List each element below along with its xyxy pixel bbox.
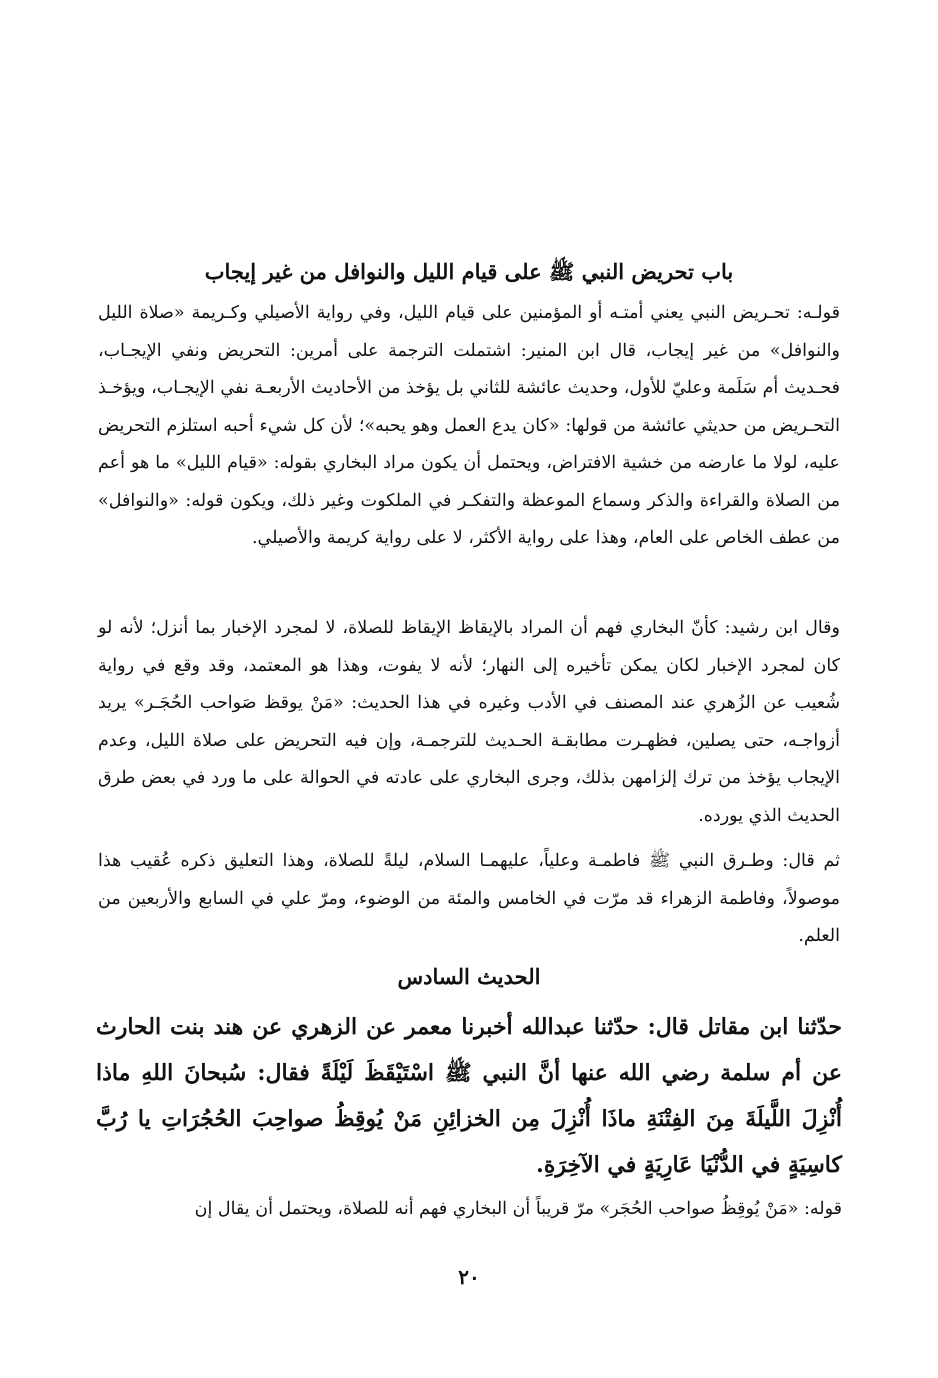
commentary-paragraph: وقال ابن رشيد: كأنّ البخاري فهم أن المراد بالإيقاظ الإيقاظ للصلاة، لا لمجرد الإخبار بما أنزل؛ لأنه لو كان لمجرد الإخبار لكان يمكن تأخيره إلى النهار؛ لأنه لا يفوت، وهذا هو المعتمد، وقد وقع في رواية شُعيب عن الزُهري عند المصنف في الأدب وغيره في هذا الحديث: «مَنْ يوقظ صَواحب الحُجَـر» يريد أزواجـه، حتى يصلين، فظهـرت مطابقـة الحـديث للترجمـة، وإن فيه التحريض على صلاة الليل، وعدم الإيجاب يؤخذ من ترك إلزامهن بذلك، وجرى البخاري على عادته في الحوالة على ما ورد في بعض طرق الحديث الذي يورده. bbox=[98, 618, 840, 826]
hadith-text: حدّثنا ابن مقاتل قال: حدّثنا عبدالله أخبرنا معمر عن الزهري عن هند بنت الحارث عن أم سلمة رضي الله عنها أنَّ النبي ﷺ اسْتَيْقَظَ لَيْلَةً فقال: سُبحانَ اللهِ ماذا أُنْزِلَ اللَّيلَةَ مِنَ الفِتْنَةِ ماذَا أُنْزِلَ مِن الخزائِنِ مَنْ يُوقِظُ صواحِبَ الحُجُرَاتِ يا رُبَّ كاسِيَةٍ في الدُّنْيَا عَارِيَةٍ في الآخِرَةِ. bbox=[96, 1014, 842, 1178]
commentary-continuation: قوله: «مَنْ يُوقِظُ صواحب الحُجَر» مرّ قريباً أن البخاري فهم أنه للصلاة، ويحتمل أن يقال إن bbox=[194, 1199, 842, 1219]
commentary-paragraph: قولـه: تحـريض النبي يعني أمتـه أو المؤمنين على قيام الليل، وفي رواية الأصيلي وكـريمة «صلاة الليل والنوافل» من غير إيجاب، قال ابن المنير: اشتملت الترجمة على أمرين: التحريض ونفي الإيجـاب، فحـديث أم سَلَمة وعليّ للأول، وحديث عائشة للثاني بل يؤخذ من الأحاديث الأربعـة نفي الإيجـاب، ويؤخـذ التحـريض من حديثي عائشة من قولها: «كان يدع العمل وهو يحبه»؛ لأن كل شيء أحبه استلزم التحريض عليه، لولا ما عارضه من خشية الافتراض، ويحتمل أن يكون مراد البخاري بقوله: «قيام الليل» ما هو أعم من الصلاة والقراءة والذكر وسماع الموعظة والتفكـر في الملكوت وغير ذلك، ويكون قوله: «والنوافل» من عطف الخاص على العام، وهذا على رواية الأكثر، لا على رواية كريمة والأصيلي. bbox=[98, 303, 840, 548]
hadith-title: الحديث السادس bbox=[397, 964, 541, 989]
chapter-title: باب تحريض النبي ﷺ على قيام الليل والنوافل من غير إيجاب bbox=[204, 259, 734, 284]
page-number: ٢٠ bbox=[458, 1265, 480, 1289]
commentary-paragraph: ثم قال: وطـرق النبي ﷺ فاطمـة وعلياً، عليهمـا السلام، ليلةً للصلاة، وهذا التعليق ذكره عُقيب هذا موصولاً، وفاطمة الزهراء قد مرّت في الخامس والمئة من الوضوء، ومرّ علي في السابع والأربعين من العلم. bbox=[98, 851, 840, 946]
